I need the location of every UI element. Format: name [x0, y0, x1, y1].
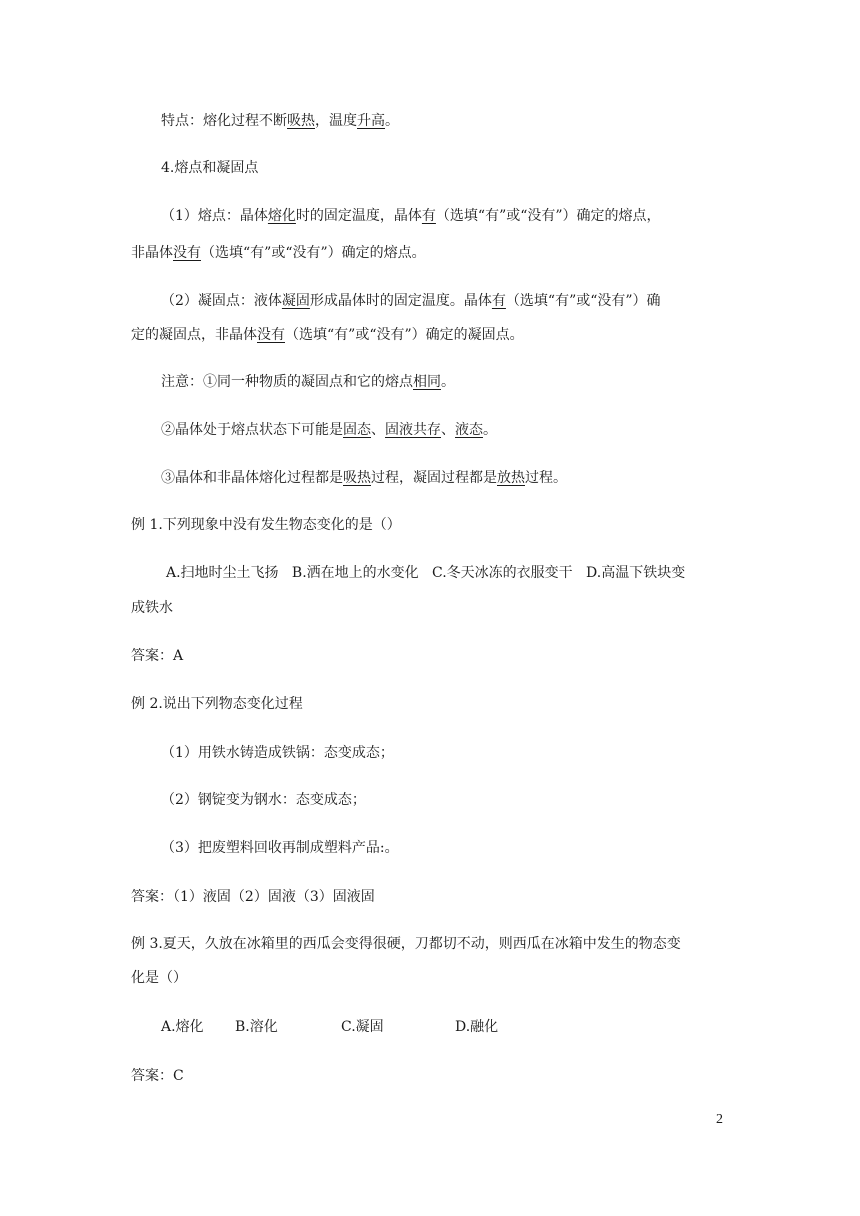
options-text: A.扫地时尘土飞扬 B.洒在地上的水变化 C.冬天冰冻的衣服变干 D.高温下铁块变 [166, 565, 686, 581]
answer-text: 答案：A [131, 648, 184, 664]
answer-blank: 放热 [497, 470, 525, 486]
example-title [131, 934, 681, 954]
text: 例 3.夏天，久放在冰箱里的西瓜会变得很硬，刀都切不动，则西瓜在冰箱中发生的物态变 [131, 936, 681, 952]
text: 特点：熔化过程不断 [161, 113, 287, 129]
answer-blank: 升高 [357, 113, 385, 129]
text-line [161, 743, 394, 763]
text: 时的固定温度，晶体 [295, 208, 422, 224]
page-number: 2 [716, 1112, 723, 1127]
text: （2）钢锭变为钢水：态变成态； [161, 792, 366, 808]
text: ，温度 [315, 113, 357, 129]
answer-blank: 有 [491, 293, 506, 309]
answer-line [131, 646, 183, 666]
text: 成铁水 [131, 600, 173, 616]
answer-text: 答案：C [131, 1068, 184, 1084]
text: （1）用铁水铸造成铁锅：态变成态； [161, 745, 394, 761]
options-line [161, 1017, 721, 1037]
answer-blank: 液态 [455, 422, 483, 438]
text: 。 [385, 113, 399, 129]
text: （选填“有”或“没有”）确定的熔点， [435, 208, 661, 224]
answer-blank: 没有 [173, 245, 201, 261]
answer-text: 答案：（1）液固（2）固液（3）固液固 [131, 889, 375, 905]
text: （1）熔点：晶体 [161, 208, 268, 224]
text: 注意：①同一种物质的凝固点和它的熔点 [161, 374, 413, 390]
answer-blank: 没有 [257, 327, 285, 343]
text: （选填“有”或“没有”）确定的凝固点。 [285, 327, 524, 343]
text-line [131, 598, 173, 618]
option-a: A.熔化 [161, 1019, 204, 1035]
text: 例 2.说出下列物态变化过程 [131, 696, 303, 712]
text-line [131, 325, 524, 345]
text: 、 [371, 422, 385, 438]
answer-blank: 有 [421, 208, 436, 224]
answer-blank: 吸热 [343, 470, 371, 486]
text: 非晶体 [131, 245, 173, 261]
text-line [161, 111, 399, 131]
text: 例 1.下列现象中没有发生物态变化的是（） [131, 517, 401, 533]
text-line [166, 563, 685, 583]
text-line [161, 790, 366, 810]
section-heading [161, 158, 258, 178]
text-line [161, 206, 661, 226]
text-line [131, 243, 426, 263]
text: ②晶体处于熔点状态下可能是 [161, 422, 343, 438]
text: ③晶体和非晶体熔化过程都是 [161, 470, 343, 486]
text: 。 [483, 422, 497, 438]
example-title [131, 515, 401, 535]
answer-blank: 相同 [413, 374, 441, 390]
option-d: D.融化 [455, 1019, 499, 1035]
answer-line [131, 1066, 184, 1086]
text: 化是（） [131, 970, 187, 986]
text-line [161, 838, 399, 858]
text: 过程。 [525, 470, 567, 486]
answer-blank: 熔化 [267, 208, 296, 224]
text-line [161, 372, 455, 392]
text: 过程，凝固过程都是 [371, 470, 497, 486]
text: （选填“有”或“没有”）确定的熔点。 [201, 245, 426, 261]
text: 。 [441, 374, 455, 390]
answer-blank: 固态 [343, 422, 371, 438]
text: 、 [441, 422, 455, 438]
heading-text: 4.熔点和凝固点 [161, 160, 259, 176]
text: 定的凝固点，非晶体 [131, 327, 257, 343]
answer-blank: 固液共存 [385, 422, 441, 438]
example-title [131, 694, 303, 714]
text-line [161, 468, 567, 488]
text: （选填“有”或“没有”）确 [505, 293, 661, 309]
answer-line [131, 887, 375, 907]
text-line [161, 420, 497, 440]
text-line [161, 291, 661, 311]
option-c: C.凝固 [341, 1019, 384, 1035]
text: （3）把废塑料回收再制成塑料产品:。 [161, 840, 399, 856]
text: 形成晶体时的固定温度。晶体 [309, 293, 492, 309]
text-line [131, 968, 187, 988]
text: （2）凝固点：液体 [161, 293, 282, 309]
answer-blank: 吸热 [287, 113, 315, 129]
answer-blank: 凝固 [281, 293, 310, 309]
option-b: B.溶化 [235, 1019, 278, 1035]
